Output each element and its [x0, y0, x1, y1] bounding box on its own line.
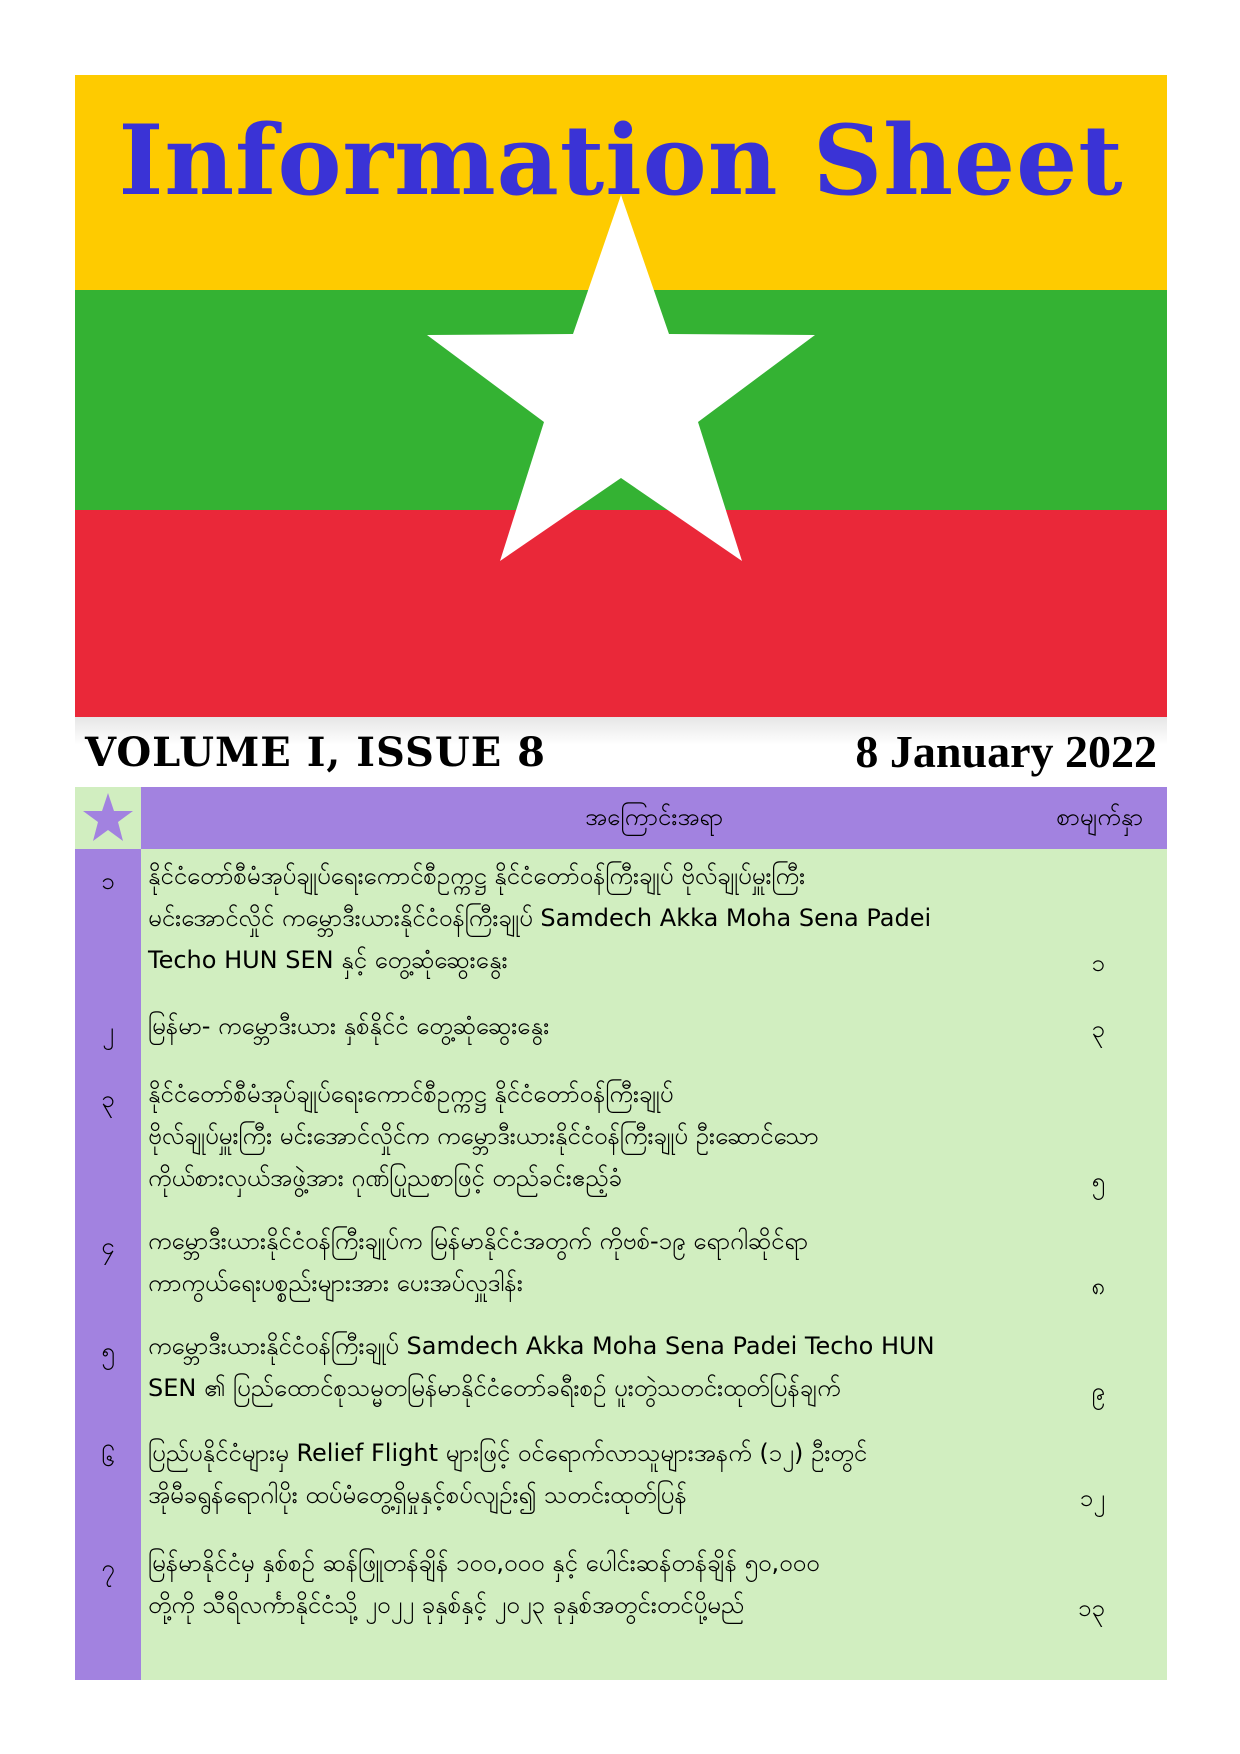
toc-entry-number: ၃ — [101, 1085, 115, 1113]
toc-entry-line: နိုင်ငံတော်စီမံအုပ်ချုပ်ရေးကောင်စီဥက္ကဋ္ဌ နိုင်ငံတော်ဝန်ကြီးချုပ် — [148, 1080, 674, 1108]
volume-issue: VOLUME I, ISSUE 8 — [85, 729, 546, 776]
toc-entry-line: ကမ္ဘောဒီးယားနိုင်ငံဝန်ကြီးချုပ် Samdech Akka Moha Sena Padei Techo HUN — [148, 1332, 935, 1360]
issue-bar — [75, 717, 1167, 787]
toc-entry-number: ၁ — [101, 867, 115, 895]
toc-header-contents: အကြောင်းအရာ — [585, 803, 723, 831]
toc-entry-number: ၄ — [101, 1232, 115, 1260]
toc-entry-title — [148, 1220, 1028, 1304]
star-icon — [75, 787, 141, 849]
toc-entry-line: မြန်မာ- ကမ္ဘောဒီးယား နှစ်နိုင်ငံ တွေ့ဆုံဆွေးနွေး — [148, 1012, 550, 1040]
toc-entry-line: တို့ကို သီရိလင်္ကာနိုင်ငံသို့ ၂၀၂၂ ခုနှစ်နှင့် ၂၀၂၃ ခုနှစ်အတွင်းတင်ပို့မည် — [148, 1591, 745, 1619]
toc-entry-number: ၇ — [101, 1554, 115, 1582]
toc-entry-line: ကိုယ်စားလှယ်အဖွဲ့အား ဂုဏ်ပြုညစာဖြင့် တည်ခင်းဧည့်ခံ — [148, 1164, 622, 1192]
toc-entry-number: ၂ — [102, 1017, 114, 1045]
toc-entry-line: ကမ္ဘောဒီးယားနိုင်ငံဝန်ကြီးချုပ်က မြန်မာနိုင်ငံအတွက် ကိုဗစ်-၁၉ ရောဂါဆိုင်ရာ — [148, 1227, 808, 1255]
toc-entry-page: ၁၃ — [1078, 1594, 1105, 1622]
toc-entry-page: ၃ — [1091, 1015, 1105, 1043]
toc-entry-title — [148, 1005, 1028, 1047]
toc-entry-title — [148, 1542, 1028, 1626]
toc-entry-page: ၅ — [1091, 1167, 1105, 1195]
toc-star-cell — [75, 787, 141, 849]
toc-entry-line: နိုင်ငံတော်စီမံအုပ်ချုပ်ရေးကောင်စီဥက္ကဋ္ဌ နိုင်ငံတော်ဝန်ကြီးချုပ် ဗိုလ်ချုပ်မှူးကြီး — [148, 862, 806, 890]
toc-entry-line: မြန်မာနိုင်ငံမှ နှစ်စဉ် ဆန်ဖြူတန်ချိန် ၁၀၀,၀၀၀ နှင့် ပေါင်းဆန်တန်ချိန် ၅၀,၀၀၀ — [148, 1549, 820, 1577]
toc-entry-page: ၁၂ — [1079, 1484, 1105, 1512]
toc-entry-line: အိုမီခရွန်ရောဂါပိုး ထပ်မံတွေ့ရှိမှုနှင့်စပ်လျဉ်း၍ သတင်းထုတ်ပြန် — [148, 1481, 687, 1509]
toc-entry-number: ၅ — [101, 1337, 115, 1365]
issue-date: 8 January 2022 — [855, 726, 1157, 777]
cover-flag — [75, 75, 1167, 717]
toc-entry-title — [148, 855, 1028, 981]
toc-entry-line: ပြည်ပနိုင်ငံများမှ Relief Flight များဖြင့် ဝင်ရောက်လာသူများအနက် (၁၂) ဦးတွင် — [148, 1439, 868, 1467]
toc-entry-title — [148, 1325, 1028, 1409]
toc-entry-line: ကာကွယ်ရေးပစ္စည်းများအား ပေးအပ်လှူဒါန်း — [148, 1269, 523, 1297]
toc-entry-line: SEN ၏ ပြည်ထောင်စုသမ္မတမြန်မာနိုင်ငံတော်ခရီးစဉ် ပူးတွဲသတင်းထုတ်ပြန်ချက် — [148, 1374, 841, 1402]
page-title: Information Sheet — [118, 104, 1124, 217]
toc-entry-page: ၈ — [1091, 1272, 1105, 1300]
toc-entry-title — [148, 1432, 1028, 1516]
toc-entry-page: ၉ — [1091, 1377, 1105, 1405]
toc-header-page: စာမျက်နှာ — [1056, 803, 1143, 831]
toc-header — [141, 787, 1167, 849]
toc-entry-line: မင်းအောင်လှိုင် ကမ္ဘောဒီးယားနိုင်ငံဝန်ကြီးချုပ် Samdech Akka Moha Sena Padei — [148, 904, 932, 932]
toc-entry-line: Techo HUN SEN နှင့် တွေ့ဆုံဆွေးနွေး — [148, 946, 508, 974]
toc-entry-page: ၁ — [1091, 949, 1105, 977]
toc-entry-title — [148, 1073, 1028, 1199]
toc-entry-number: ၆ — [101, 1444, 115, 1472]
table-of-contents — [75, 787, 1167, 1680]
toc-entry-line: ဗိုလ်ချုပ်မှူးကြီး မင်းအောင်လှိုင်က ကမ္ဘောဒီးယားနိုင်ငံဝန်ကြီးချုပ် ဦးဆောင်သော — [148, 1122, 819, 1150]
